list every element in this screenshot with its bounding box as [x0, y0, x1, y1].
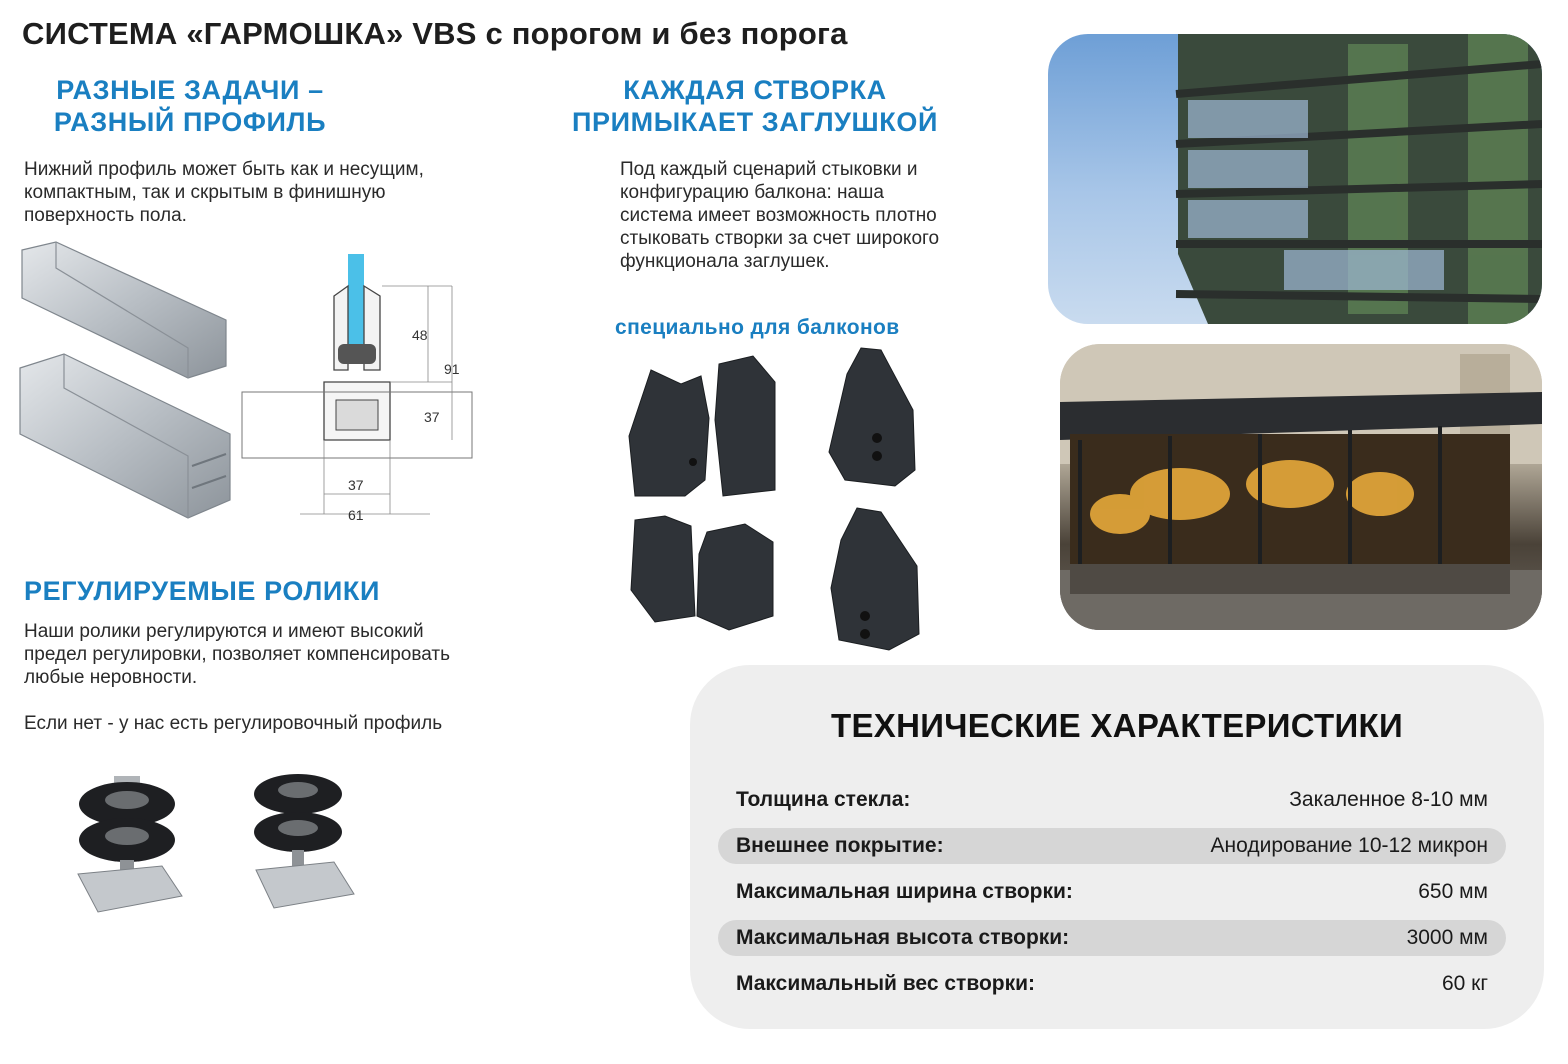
section-rollers-text: Наши ролики регулируются и имеют высокий предел регулировки, позволяет компенсировать любые неровности. [24, 621, 451, 688]
spec-value: 650 мм [1418, 880, 1488, 903]
spec-value: Анодирование 10-12 микрон [1210, 834, 1488, 857]
spec-label: Максимальная высота створки: [736, 926, 1070, 949]
heading-line: ПРИМЫКАЕТ ЗАГЛУШКОЙ [572, 107, 938, 137]
section-rollers-heading: РЕГУЛИРУЕМЫЕ РОЛИКИ [24, 576, 380, 606]
section-rollers-text2: Если нет - у нас есть регулировочный профиль [24, 713, 443, 734]
spec-row [718, 966, 1506, 1002]
page-title: СИСТЕМА «ГАРМОШКА» VBS с порогом и без порога [22, 16, 848, 51]
terrace-photo [1060, 344, 1542, 630]
section-profile-heading [30, 74, 350, 138]
spec-row [718, 782, 1506, 818]
section-caps-heading [545, 74, 965, 138]
spec-label: Максимальная ширина створки: [736, 880, 1073, 903]
spec-row [718, 920, 1506, 956]
profile-cross-section-drawing [240, 252, 480, 524]
end-caps-image [625, 340, 935, 660]
spec-row [718, 828, 1506, 864]
dimension-label: 61 [348, 507, 364, 523]
heading-line: РАЗНЫЕ ЗАДАЧИ – [56, 75, 324, 105]
section-profile-text: Нижний профиль может быть как и несущим, компактным, так и скрытым в финишную поверхность пола. [24, 159, 424, 226]
specs-panel [690, 665, 1544, 1029]
building-photo [1048, 34, 1542, 324]
heading-line: РАЗНЫЙ ПРОФИЛЬ [53, 107, 327, 137]
terrace-illustration [1060, 344, 1542, 630]
dimension-label: 48 [412, 327, 428, 343]
section-caps-text: Под каждый сценарий стыковки и конфигурацию балкона: наша система имеет возможность плотно стыковать створки за счет широкого функционала заглушек. [620, 159, 940, 272]
spec-value: 60 кг [1441, 972, 1488, 995]
aluminium-profile-image [16, 238, 236, 528]
spec-value: Закаленное 8-10 мм [1289, 788, 1488, 811]
dimension-label: 37 [348, 477, 364, 493]
building-illustration [1048, 34, 1542, 324]
heading-line: КАЖДАЯ СТВОРКА [623, 75, 887, 105]
spec-value: 3000 мм [1406, 926, 1488, 949]
specs-title: ТЕХНИЧЕСКИЕ ХАРАКТЕРИСТИКИ [831, 707, 1403, 744]
rollers-image [70, 770, 370, 930]
spec-label: Максимальный вес створки: [736, 972, 1036, 995]
dimension-label: 91 [444, 361, 460, 377]
dimension-label: 37 [424, 409, 440, 425]
spec-label: Толщина стекла: [736, 788, 911, 811]
spec-row [718, 874, 1506, 910]
balcony-subheading: специально для балконов [615, 316, 900, 339]
spec-label: Внешнее покрытие: [736, 834, 944, 857]
